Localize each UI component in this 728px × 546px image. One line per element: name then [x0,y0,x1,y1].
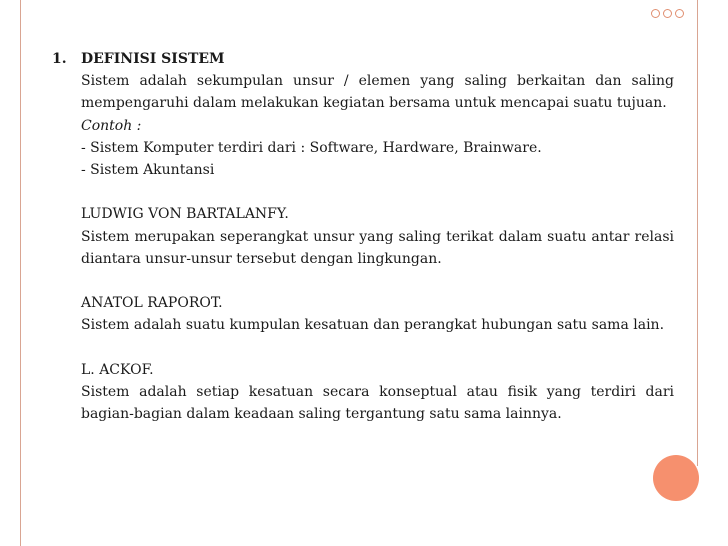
expert-name: ANATOL RAPOROT. [81,295,223,312]
example-item: - Sistem Akuntansi [81,162,215,179]
heading-title: DEFINISI SISTEM [81,51,225,67]
heading-number: 1. [52,51,67,67]
expert-definition: Sistem adalah setiap kesatuan secara konseptual atau fisik yang terdiri dari bagian-bagian dalam keadaan saling tergantung satu sama lainnya. [81,384,674,423]
spacer [81,270,674,292]
right-border-line [697,0,698,466]
dot-icon [651,9,660,18]
dot-icon [675,9,684,18]
left-border-line [20,0,21,546]
example-label: Contoh : [81,117,142,134]
expert-definition: Sistem adalah suatu kumpulan kesatuan dan perangkat hubungan satu sama lain. [81,317,665,334]
dot-icon [663,9,672,18]
slide-content [52,48,674,425]
section-heading [52,48,674,70]
expert-name: LUDWIG VON BARTALANFY. [81,206,289,223]
spacer [81,181,674,203]
expert-definition: Sistem merupakan seperangkat unsur yang saling terikat dalam suatu antar relasi diantara unsur-unsur tersebut dengan lingkungan. [81,228,674,267]
expert-name: L. ACKOF. [81,361,154,378]
accent-circle-icon [653,455,699,501]
example-item: - Sistem Komputer terdiri dari : Software, Hardware, Brainware. [81,139,542,156]
definition-text: Sistem adalah sekumpulan unsur / elemen yang saling berkaitan dan saling mempengaruhi dalam melakukan kegiatan bersama untuk mencapai suatu tujuan. [81,73,674,112]
decorative-dots [651,9,684,18]
section-body [81,70,674,425]
spacer [81,337,674,359]
